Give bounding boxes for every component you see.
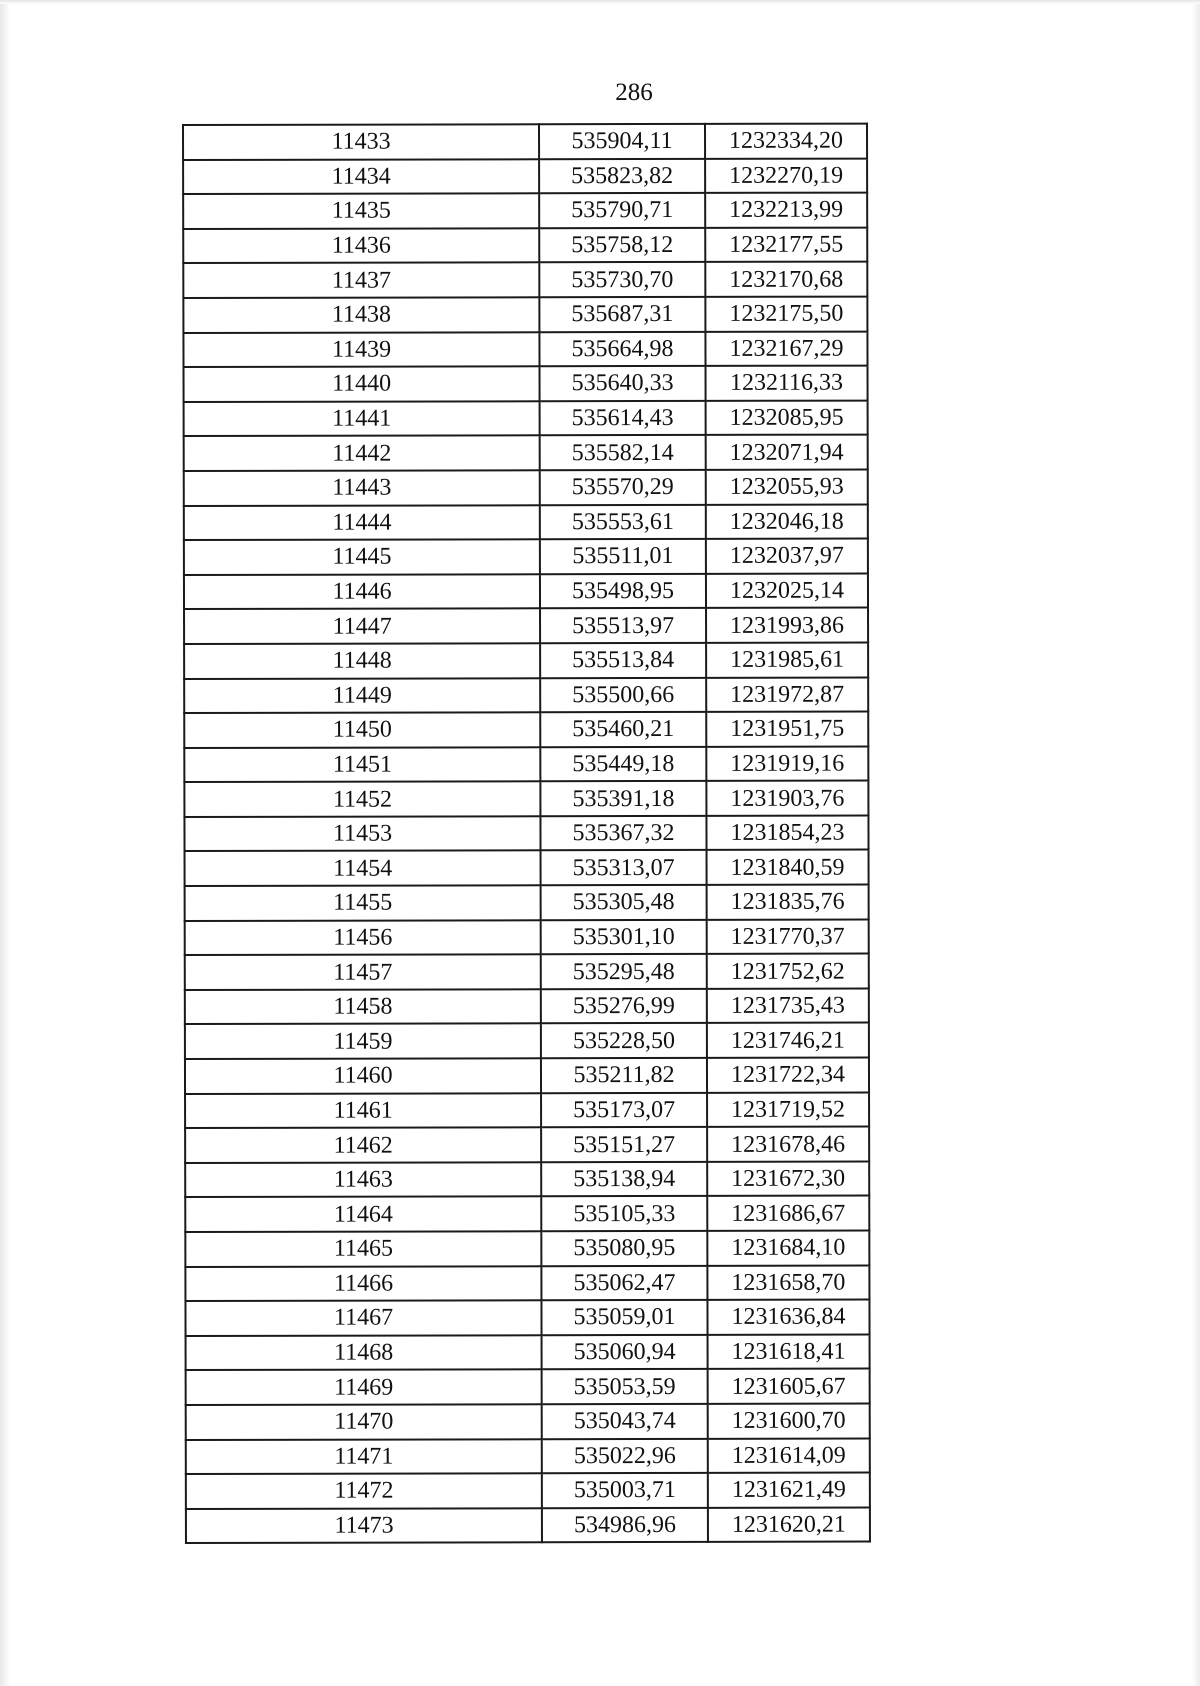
point-number-cell: 11437 [183, 263, 539, 298]
x-coordinate-cell: 535553,61 [540, 504, 706, 539]
table-row [185, 988, 869, 1024]
y-coordinate-cell: 1232167,29 [705, 331, 867, 366]
point-number-cell: 11440 [184, 366, 540, 401]
point-number-cell: 11458 [185, 989, 541, 1024]
x-coordinate-cell: 535080,95 [541, 1231, 707, 1266]
table-row [184, 642, 868, 678]
table-row [186, 1438, 870, 1474]
x-coordinate-cell: 535449,18 [540, 747, 706, 782]
x-coordinate-cell: 535640,33 [540, 366, 706, 401]
point-number-cell: 11467 [185, 1300, 541, 1335]
point-number-cell: 11470 [186, 1404, 542, 1439]
point-number-cell: 11443 [184, 470, 540, 505]
table-row [183, 331, 867, 367]
table-row [185, 1231, 869, 1267]
scan-edge-top [0, 0, 1200, 4]
x-coordinate-cell: 535151,27 [541, 1127, 707, 1162]
point-number-cell: 11459 [185, 1024, 541, 1059]
y-coordinate-cell: 1231658,70 [707, 1265, 869, 1300]
y-coordinate-cell: 1231614,09 [708, 1438, 870, 1473]
x-coordinate-cell: 535059,01 [542, 1300, 708, 1335]
point-number-cell: 11448 [184, 643, 540, 678]
y-coordinate-cell: 1231618,41 [707, 1334, 869, 1369]
table-row [185, 1161, 869, 1197]
point-number-cell: 11444 [184, 505, 540, 540]
point-number-cell: 11445 [184, 539, 540, 574]
x-coordinate-cell: 535570,29 [540, 470, 706, 505]
point-number-cell: 11468 [186, 1335, 542, 1370]
table-row [184, 677, 868, 713]
point-number-cell: 11453 [184, 816, 540, 851]
y-coordinate-cell: 1232071,94 [706, 435, 868, 470]
y-coordinate-cell: 1231854,23 [706, 815, 868, 850]
y-coordinate-cell: 1232055,93 [706, 470, 868, 505]
table-row [185, 850, 869, 886]
x-coordinate-cell: 535228,50 [541, 1023, 707, 1058]
x-coordinate-cell: 535105,33 [541, 1196, 707, 1231]
point-number-cell: 11452 [184, 782, 540, 817]
y-coordinate-cell: 1232116,33 [705, 366, 867, 401]
point-number-cell: 11469 [186, 1370, 542, 1405]
table-row [185, 1196, 869, 1232]
y-coordinate-cell: 1232177,55 [705, 227, 867, 262]
point-number-cell: 11438 [183, 297, 539, 332]
y-coordinate-cell: 1232270,19 [705, 158, 867, 193]
table-row [185, 919, 869, 955]
point-number-cell: 11446 [184, 574, 540, 609]
table-row [185, 1092, 869, 1128]
table-row [185, 954, 869, 990]
point-number-cell: 11472 [186, 1473, 542, 1508]
y-coordinate-cell: 1232037,97 [706, 539, 868, 574]
x-coordinate-cell: 535138,94 [541, 1162, 707, 1197]
point-number-cell: 11447 [184, 609, 540, 644]
coordinates-table-body [183, 124, 870, 1544]
point-number-cell: 11435 [183, 193, 539, 228]
y-coordinate-cell: 1231678,46 [707, 1127, 869, 1162]
point-number-cell: 11464 [185, 1197, 541, 1232]
point-number-cell: 11441 [184, 401, 540, 436]
y-coordinate-cell: 1231746,21 [707, 1023, 869, 1058]
y-coordinate-cell: 1232085,95 [705, 400, 867, 435]
x-coordinate-cell: 535758,12 [539, 228, 705, 263]
table-row [185, 1265, 869, 1301]
point-number-cell: 11460 [185, 1058, 541, 1093]
table-row [185, 1300, 869, 1336]
y-coordinate-cell: 1232334,20 [705, 124, 867, 159]
y-coordinate-cell: 1231770,37 [707, 919, 869, 954]
table-row [185, 1127, 869, 1163]
table-row [185, 885, 869, 921]
x-coordinate-cell: 535687,31 [540, 297, 706, 332]
point-number-cell: 11461 [185, 1093, 541, 1128]
x-coordinate-cell: 535498,95 [540, 574, 706, 609]
y-coordinate-cell: 1231719,52 [707, 1092, 869, 1127]
x-coordinate-cell: 535022,96 [542, 1438, 708, 1473]
y-coordinate-cell: 1231752,62 [707, 954, 869, 989]
table-row [186, 1369, 870, 1405]
y-coordinate-cell: 1231972,87 [706, 677, 868, 712]
y-coordinate-cell: 1231993,86 [706, 608, 868, 643]
point-number-cell: 11455 [185, 885, 541, 920]
y-coordinate-cell: 1231684,10 [707, 1231, 869, 1266]
y-coordinate-cell: 1231620,21 [708, 1507, 870, 1542]
point-number-cell: 11434 [183, 159, 539, 194]
x-coordinate-cell: 535730,70 [539, 262, 705, 297]
x-coordinate-cell: 535790,71 [539, 193, 705, 228]
x-coordinate-cell: 535276,99 [541, 989, 707, 1024]
x-coordinate-cell: 535513,84 [540, 643, 706, 678]
x-coordinate-cell: 535062,47 [542, 1265, 708, 1300]
y-coordinate-cell: 1232170,68 [705, 262, 867, 297]
x-coordinate-cell: 535460,21 [540, 712, 706, 747]
y-coordinate-cell: 1232213,99 [705, 193, 867, 228]
x-coordinate-cell: 535664,98 [540, 331, 706, 366]
table-row [186, 1507, 870, 1543]
x-coordinate-cell: 535313,07 [541, 850, 707, 885]
x-coordinate-cell: 535043,74 [542, 1404, 708, 1439]
x-coordinate-cell: 535904,11 [539, 124, 705, 159]
point-number-cell: 11462 [185, 1127, 541, 1162]
x-coordinate-cell: 535295,48 [541, 954, 707, 989]
table-row [185, 1023, 869, 1059]
table-row [183, 297, 867, 333]
point-number-cell: 11454 [185, 851, 541, 886]
table-row [184, 815, 868, 851]
y-coordinate-cell: 1231985,61 [706, 642, 868, 677]
table-row [185, 1058, 869, 1094]
x-coordinate-cell: 535511,01 [540, 539, 706, 574]
x-coordinate-cell: 535582,14 [540, 435, 706, 470]
table-row [184, 573, 868, 609]
table-row [184, 504, 868, 540]
y-coordinate-cell: 1231636,84 [707, 1300, 869, 1335]
point-number-cell: 11433 [183, 124, 539, 159]
table-row [183, 227, 867, 263]
y-coordinate-cell: 1231735,43 [707, 988, 869, 1023]
table-row [184, 781, 868, 817]
x-coordinate-cell: 535060,94 [542, 1335, 708, 1370]
point-number-cell: 11442 [184, 436, 540, 471]
table-row [186, 1404, 870, 1440]
y-coordinate-cell: 1231919,16 [706, 746, 868, 781]
y-coordinate-cell: 1232046,18 [706, 504, 868, 539]
x-coordinate-cell: 535823,82 [539, 158, 705, 193]
table-row [186, 1473, 870, 1509]
y-coordinate-cell: 1231840,59 [706, 850, 868, 885]
point-number-cell: 11436 [183, 228, 539, 263]
y-coordinate-cell: 1231722,34 [707, 1058, 869, 1093]
y-coordinate-cell: 1231605,67 [708, 1369, 870, 1404]
page-number: 286 [615, 79, 653, 106]
x-coordinate-cell: 535003,71 [542, 1473, 708, 1508]
point-number-cell: 11471 [186, 1439, 542, 1474]
y-coordinate-cell: 1231600,70 [708, 1404, 870, 1439]
point-number-cell: 11465 [185, 1231, 541, 1266]
point-number-cell: 11466 [185, 1266, 541, 1301]
scan-edge-right [1192, 0, 1200, 1686]
y-coordinate-cell: 1231672,30 [707, 1161, 869, 1196]
y-coordinate-cell: 1231835,76 [707, 885, 869, 920]
point-number-cell: 11463 [185, 1162, 541, 1197]
x-coordinate-cell: 535301,10 [541, 920, 707, 955]
table-row [184, 712, 868, 748]
scan-edge-left [0, 0, 10, 1686]
y-coordinate-cell: 1232175,50 [705, 297, 867, 332]
table-row [184, 608, 868, 644]
x-coordinate-cell: 535305,48 [541, 885, 707, 920]
y-coordinate-cell: 1231621,49 [708, 1473, 870, 1508]
x-coordinate-cell: 535391,18 [541, 781, 707, 816]
x-coordinate-cell: 535513,97 [540, 608, 706, 643]
table-row [184, 470, 868, 506]
x-coordinate-cell: 535614,43 [540, 401, 706, 436]
table-row [184, 539, 868, 575]
table-row [186, 1334, 870, 1370]
table-row [184, 746, 868, 782]
y-coordinate-cell: 1231951,75 [706, 712, 868, 747]
point-number-cell: 11450 [184, 712, 540, 747]
table-row [184, 435, 868, 471]
y-coordinate-cell: 1232025,14 [706, 573, 868, 608]
x-coordinate-cell: 535173,07 [541, 1093, 707, 1128]
point-number-cell: 11456 [185, 920, 541, 955]
point-number-cell: 11451 [184, 747, 540, 782]
x-coordinate-cell: 535053,59 [542, 1369, 708, 1404]
table-row [183, 124, 867, 160]
x-coordinate-cell: 534986,96 [542, 1508, 708, 1543]
table-row [183, 193, 867, 229]
x-coordinate-cell: 535211,82 [541, 1058, 707, 1093]
table-row [183, 158, 867, 194]
point-number-cell: 11439 [183, 332, 539, 367]
x-coordinate-cell: 535500,66 [540, 677, 706, 712]
point-number-cell: 11449 [184, 678, 540, 713]
table-row [184, 400, 868, 436]
table-row [183, 262, 867, 298]
point-number-cell: 11457 [185, 955, 541, 990]
y-coordinate-cell: 1231903,76 [706, 781, 868, 816]
table-row [184, 366, 868, 402]
x-coordinate-cell: 535367,32 [541, 816, 707, 851]
y-coordinate-cell: 1231686,67 [707, 1196, 869, 1231]
point-number-cell: 11473 [186, 1508, 542, 1543]
coordinates-table [182, 123, 871, 1545]
